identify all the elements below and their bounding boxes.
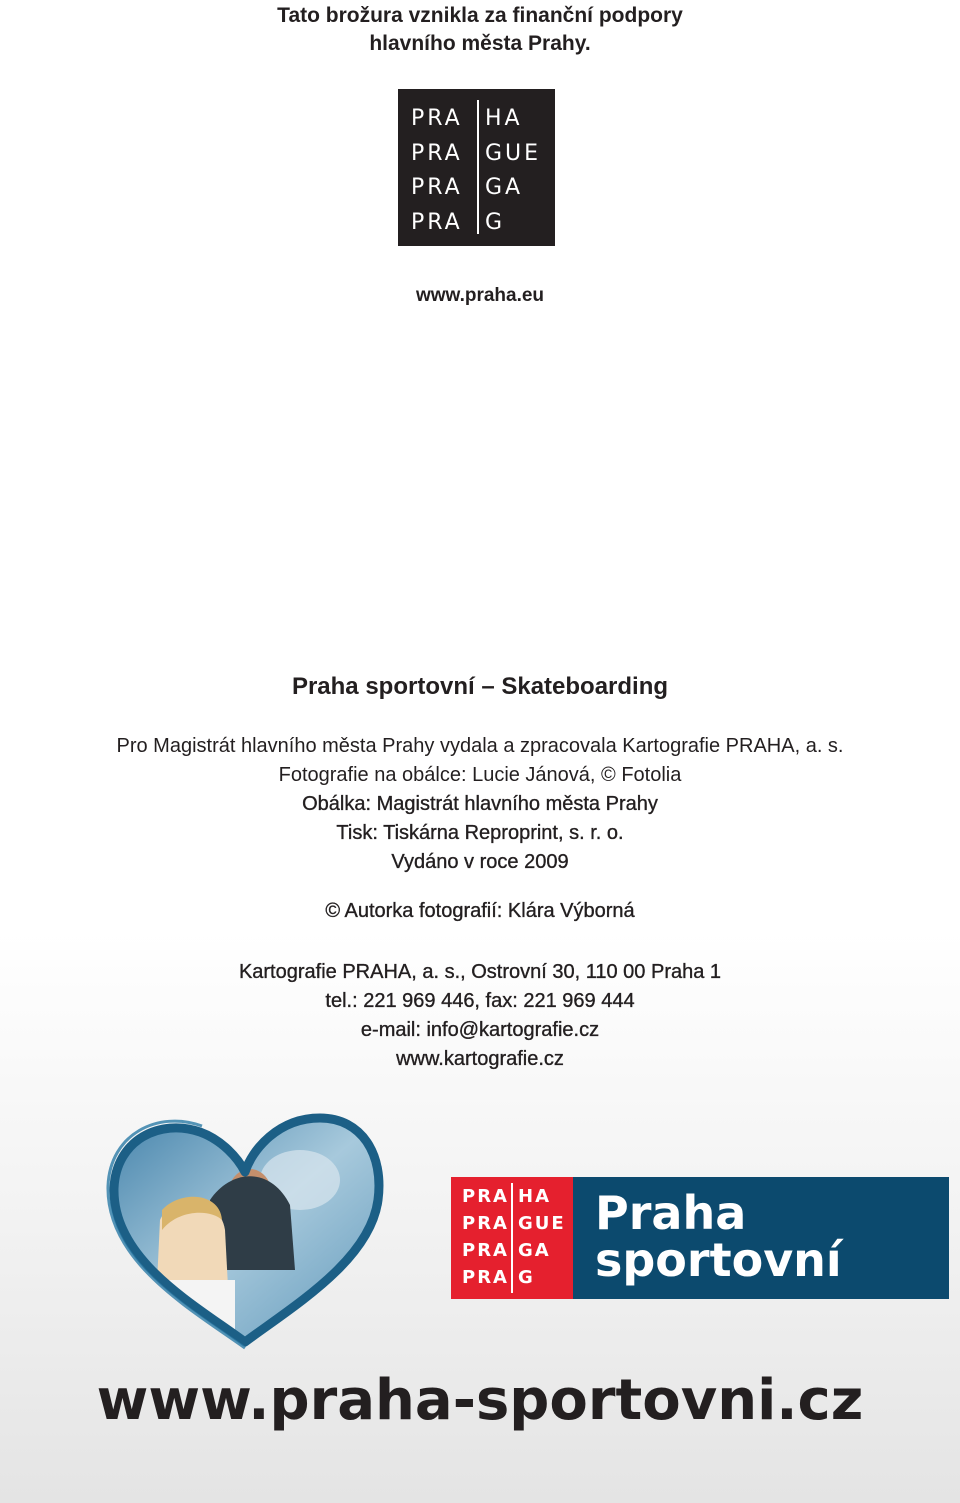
- contact-website[interactable]: www.kartografie.cz: [396, 1048, 564, 1070]
- credit-line: Fotografie na obálce: Lucie Jánová, © Fotolia: [278, 764, 682, 786]
- logo-divider: [511, 1183, 513, 1293]
- contact-block: [0, 958, 960, 1074]
- banner-title-line: sportovní: [595, 1233, 842, 1287]
- brochure-title: Praha sportovní – Skateboarding: [291, 673, 669, 700]
- credit-line: Pro Magistrát hlavního města Prahy vydala a zpracovala Kartografie PRAHA, a. s.: [116, 735, 844, 757]
- photo-author: © Autorka fotografií: Klára Výborná: [325, 900, 635, 922]
- praha-logo: [398, 89, 555, 246]
- logo-divider: [477, 100, 479, 234]
- support-statement: [0, 2, 960, 58]
- contact-address: Kartografie PRAHA, a. s., Ostrovní 30, 110 00 Praha 1: [238, 961, 722, 983]
- logo-right-column: [485, 102, 541, 240]
- logo-text: GA: [518, 1240, 551, 1261]
- logo-text: GA: [485, 175, 524, 200]
- support-line: hlavního města Prahy.: [369, 32, 591, 55]
- logo-text: PRA: [462, 1213, 509, 1234]
- sport-website-link[interactable]: www.praha-sportovni.cz: [96, 1368, 864, 1433]
- credit-line: Obálka: Magistrát hlavního města Prahy: [302, 793, 658, 815]
- credit-line: Vydáno v roce 2009: [391, 851, 569, 873]
- logo-text: PRA: [411, 140, 463, 166]
- banner-logo: [451, 1177, 573, 1299]
- banner-title-panel: [573, 1177, 949, 1299]
- contact-email[interactable]: e-mail: info@kartografie.cz: [360, 1019, 600, 1041]
- logo-left-column: [411, 102, 463, 240]
- logo-left-column: [462, 1183, 509, 1291]
- logo-text: PRA: [411, 106, 463, 131]
- banner-title-line: Praha: [595, 1186, 747, 1240]
- logo-text: G: [518, 1267, 535, 1288]
- logo-text: HA: [485, 106, 523, 131]
- logo-text: HA: [518, 1186, 551, 1207]
- praha-sportovni-banner: [451, 1177, 949, 1299]
- contact-phone: tel.: 221 969 446, fax: 221 969 444: [325, 990, 635, 1012]
- credit-line: Tisk: Tiskárna Reproprint, s. r. o.: [336, 822, 624, 844]
- heart-photo: [100, 1110, 390, 1355]
- logo-text: G: [485, 209, 506, 235]
- logo-text: PRA: [462, 1267, 509, 1288]
- support-line: Tato brožura vznikla za finanční podpory: [277, 4, 683, 27]
- logo-text: PRA: [462, 1186, 509, 1207]
- credits-block: [0, 732, 960, 877]
- logo-text: PRA: [411, 175, 463, 200]
- logo-text: PRA: [462, 1240, 509, 1261]
- logo-text: PRA: [411, 209, 463, 235]
- logo-text: GUE: [518, 1213, 566, 1234]
- logo-right-column: [518, 1183, 566, 1291]
- website-link[interactable]: www.praha.eu: [415, 285, 545, 306]
- logo-text: GUE: [485, 140, 542, 166]
